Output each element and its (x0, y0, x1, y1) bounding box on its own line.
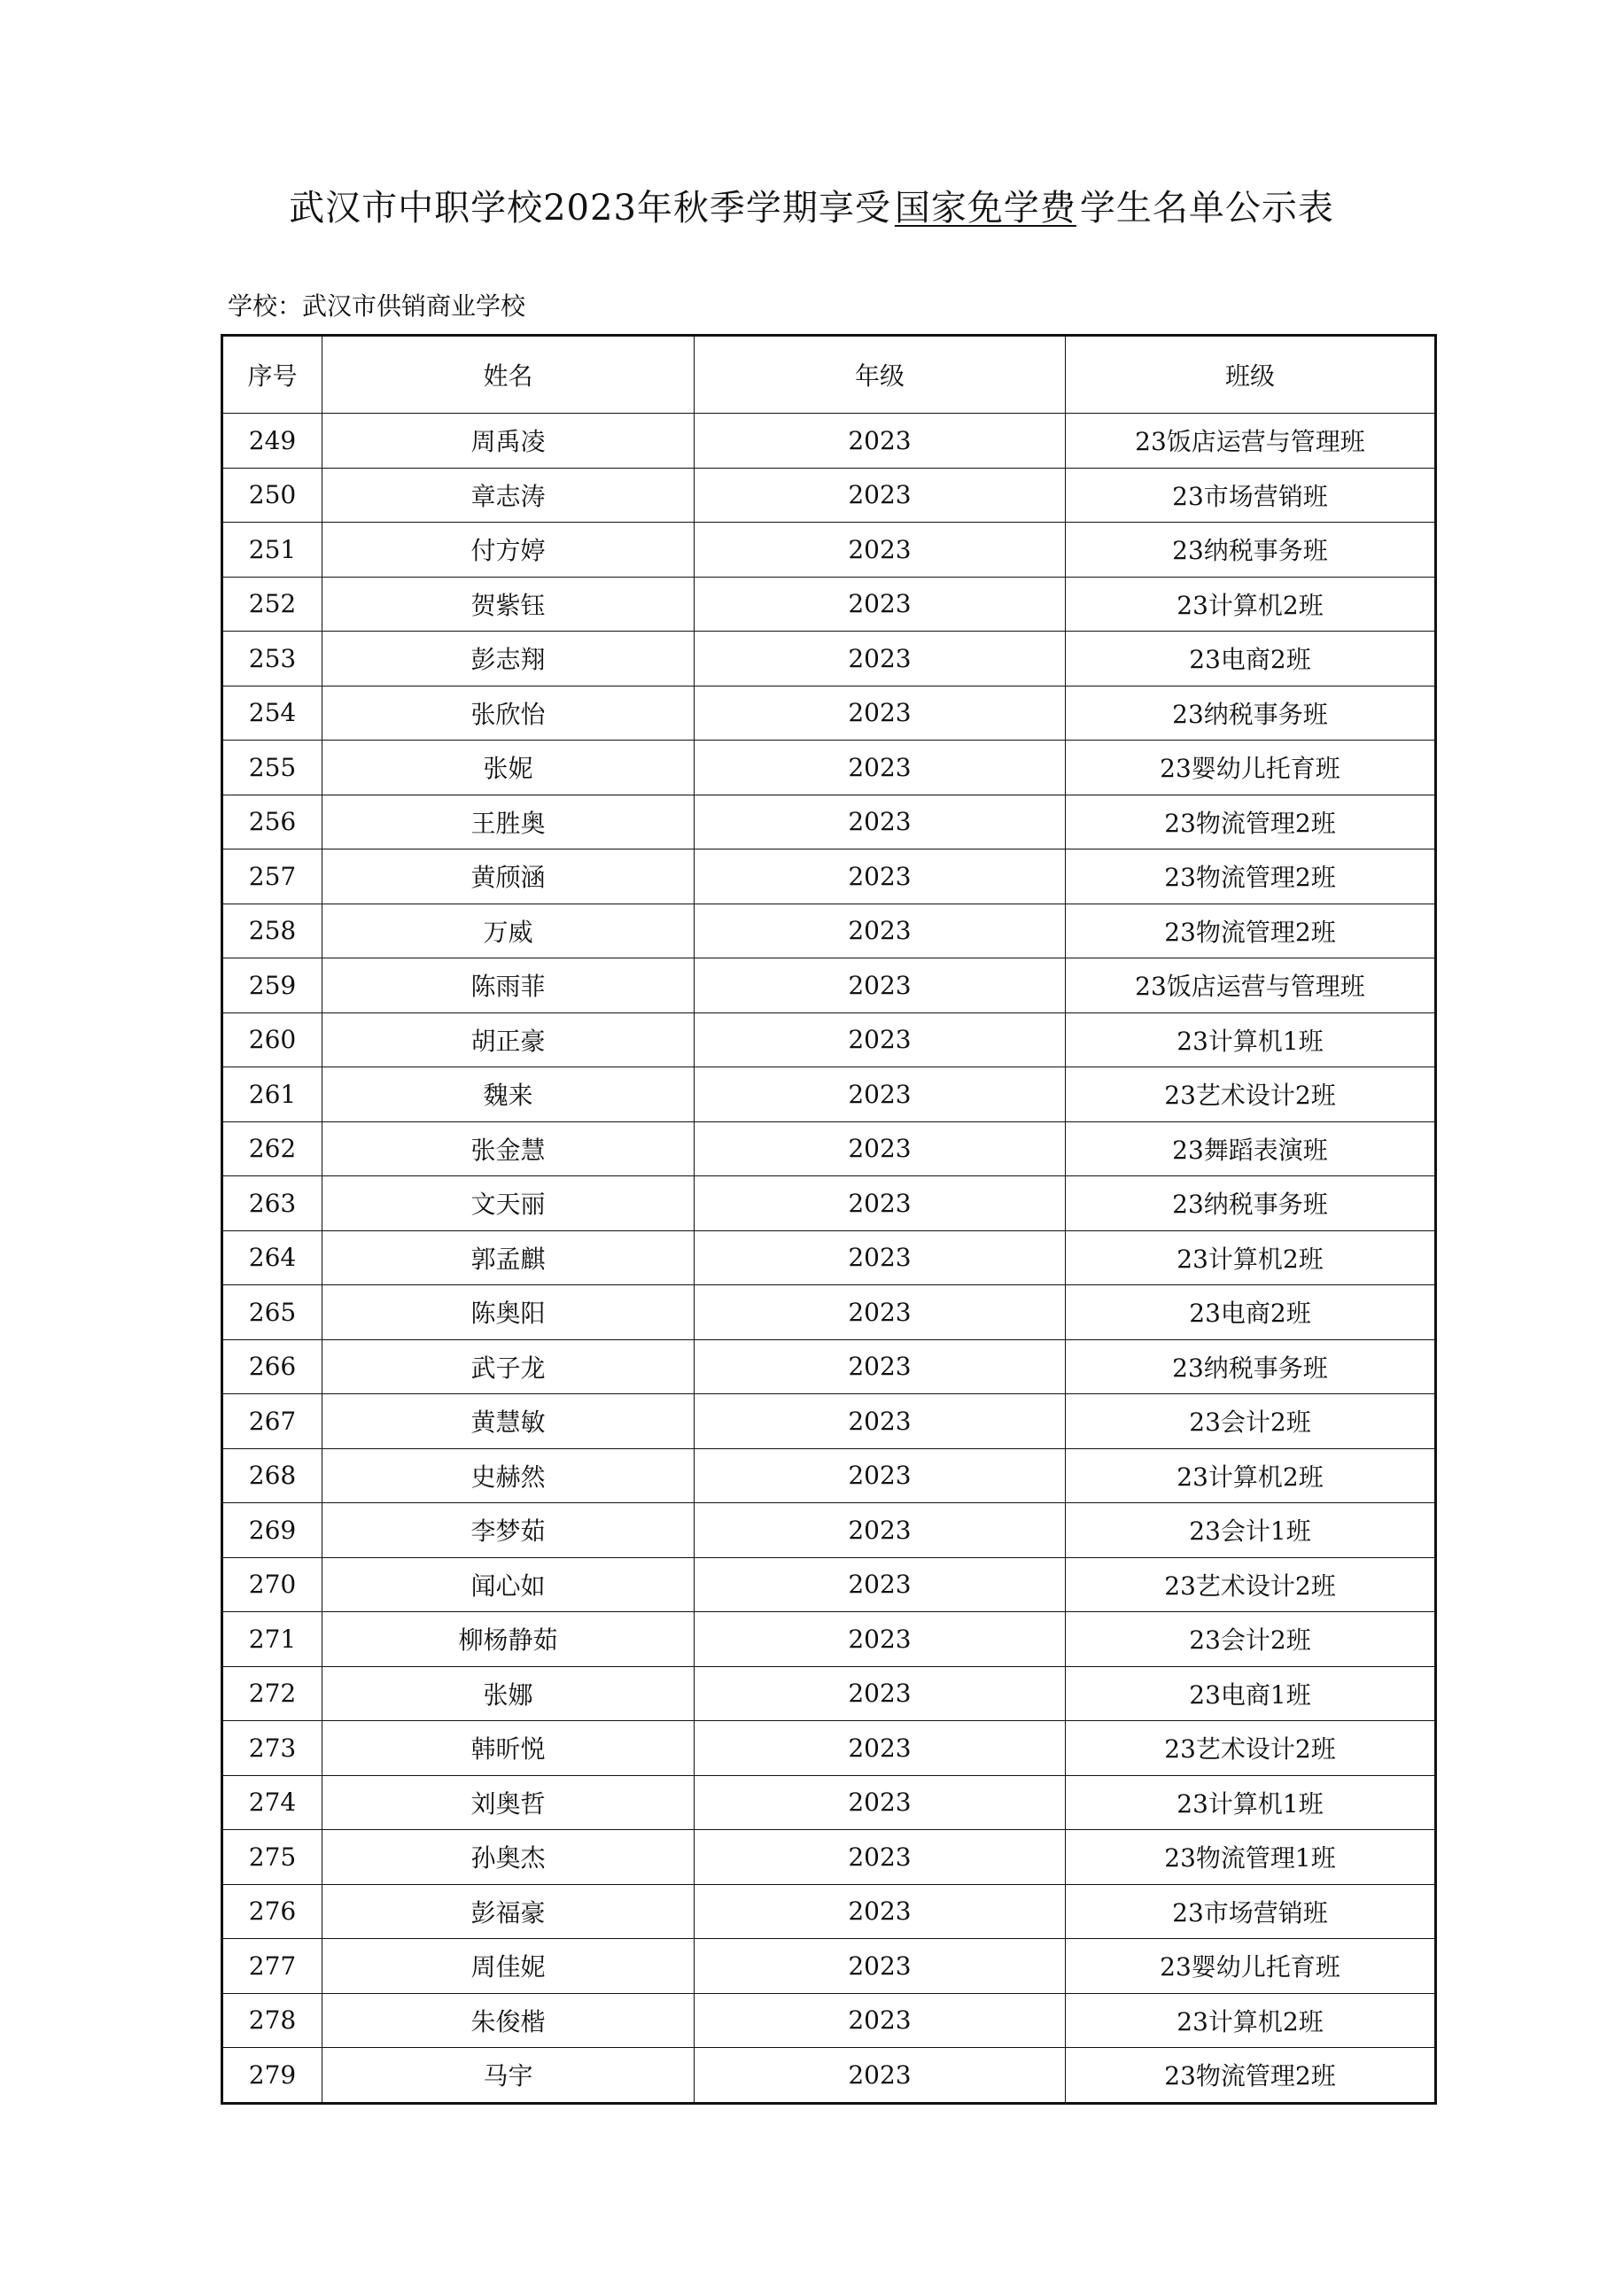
cell-serial-no: 265 (222, 1285, 322, 1340)
cell-class: 23计算机1班 (1066, 1775, 1436, 1830)
cell-grade: 2023 (695, 1121, 1066, 1176)
cell-class: 23物流管理1班 (1066, 1830, 1436, 1885)
cell-serial-no: 277 (222, 1939, 322, 1994)
cell-serial-no: 272 (222, 1666, 322, 1721)
cell-class: 23艺术设计2班 (1066, 1067, 1436, 1122)
cell-class: 23物流管理2班 (1066, 2048, 1436, 2104)
cell-grade: 2023 (695, 1557, 1066, 1612)
table-row (222, 523, 1436, 578)
cell-class: 23会计2班 (1066, 1394, 1436, 1449)
cell-class: 23会计2班 (1066, 1612, 1436, 1667)
cell-name: 史赫然 (322, 1448, 695, 1503)
cell-serial-no: 278 (222, 1993, 322, 2048)
cell-grade: 2023 (695, 1993, 1066, 2048)
cell-name: 张金慧 (322, 1121, 695, 1176)
cell-name: 张娜 (322, 1666, 695, 1721)
table-row (222, 1394, 1436, 1449)
cell-class: 23物流管理2班 (1066, 849, 1436, 904)
cell-class: 23会计1班 (1066, 1503, 1436, 1558)
header-name: 姓名 (322, 336, 695, 414)
table-row (222, 958, 1436, 1013)
cell-class: 23电商2班 (1066, 1285, 1436, 1340)
school-label: 学校： (228, 291, 303, 321)
cell-name: 马宇 (322, 2048, 695, 2104)
cell-serial-no: 259 (222, 958, 322, 1013)
cell-grade: 2023 (695, 904, 1066, 958)
title-prefix: 武汉市中职学校2023年秋季学期享受 (289, 188, 891, 229)
cell-name: 朱俊楷 (322, 1993, 695, 2048)
cell-grade: 2023 (695, 1067, 1066, 1122)
cell-class: 23舞蹈表演班 (1066, 1121, 1436, 1176)
cell-name: 郭孟麒 (322, 1230, 695, 1285)
cell-name: 付方婷 (322, 523, 695, 578)
cell-name: 闻心如 (322, 1557, 695, 1612)
cell-serial-no: 250 (222, 468, 322, 523)
cell-grade: 2023 (695, 1721, 1066, 1776)
table-row (222, 1012, 1436, 1067)
school-name: 武汉市供销商业学校 (302, 291, 526, 321)
table-row (222, 577, 1436, 632)
cell-serial-no: 268 (222, 1448, 322, 1503)
cell-grade: 2023 (695, 1666, 1066, 1721)
table-row (222, 468, 1436, 523)
cell-class: 23市场营销班 (1066, 1884, 1436, 1939)
table-row (222, 1503, 1436, 1558)
cell-class: 23婴幼儿托育班 (1066, 1939, 1436, 1994)
table-row (222, 2048, 1436, 2104)
cell-serial-no: 257 (222, 849, 322, 904)
table-row (222, 1993, 1436, 2048)
cell-serial-no: 270 (222, 1557, 322, 1612)
cell-class: 23饭店运营与管理班 (1066, 958, 1436, 1013)
cell-grade: 2023 (695, 2048, 1066, 2104)
school-line (228, 289, 525, 324)
table-row (222, 904, 1436, 958)
cell-grade: 2023 (695, 795, 1066, 849)
cell-grade: 2023 (695, 1339, 1066, 1394)
cell-class: 23纳税事务班 (1066, 686, 1436, 741)
table-row (222, 795, 1436, 849)
cell-grade: 2023 (695, 741, 1066, 795)
table-row (222, 1121, 1436, 1176)
cell-name: 陈雨菲 (322, 958, 695, 1013)
table-row (222, 1666, 1436, 1721)
cell-grade: 2023 (695, 1775, 1066, 1830)
cell-grade: 2023 (695, 632, 1066, 686)
cell-serial-no: 279 (222, 2048, 322, 2104)
cell-grade: 2023 (695, 1230, 1066, 1285)
cell-name: 万威 (322, 904, 695, 958)
cell-grade: 2023 (695, 958, 1066, 1013)
cell-name: 彭福豪 (322, 1884, 695, 1939)
cell-serial-no: 258 (222, 904, 322, 958)
cell-class: 23纳税事务班 (1066, 1339, 1436, 1394)
cell-serial-no: 254 (222, 686, 322, 741)
cell-class: 23计算机1班 (1066, 1012, 1436, 1067)
cell-name: 柳杨静茹 (322, 1612, 695, 1667)
table-row (222, 1884, 1436, 1939)
title-subsidy-type: 国家免学费 (894, 188, 1076, 229)
cell-grade: 2023 (695, 1285, 1066, 1340)
cell-class: 23艺术设计2班 (1066, 1557, 1436, 1612)
title-suffix: 学生名单公示表 (1079, 188, 1334, 229)
cell-class: 23计算机2班 (1066, 1230, 1436, 1285)
table-row (222, 1830, 1436, 1885)
cell-grade: 2023 (695, 1939, 1066, 1994)
cell-name: 刘奥哲 (322, 1775, 695, 1830)
cell-serial-no: 262 (222, 1121, 322, 1176)
cell-serial-no: 267 (222, 1394, 322, 1449)
cell-grade: 2023 (695, 1394, 1066, 1449)
table-row (222, 414, 1436, 469)
cell-class: 23计算机2班 (1066, 577, 1436, 632)
cell-name: 陈奥阳 (322, 1285, 695, 1340)
cell-grade: 2023 (695, 1612, 1066, 1667)
cell-name: 贺紫钰 (322, 577, 695, 632)
cell-serial-no: 275 (222, 1830, 322, 1885)
cell-serial-no: 249 (222, 414, 322, 469)
header-class: 班级 (1066, 336, 1436, 414)
cell-class: 23市场营销班 (1066, 468, 1436, 523)
cell-serial-no: 274 (222, 1775, 322, 1830)
cell-name: 黄慧敏 (322, 1394, 695, 1449)
cell-grade: 2023 (695, 523, 1066, 578)
cell-class: 23电商1班 (1066, 1666, 1436, 1721)
cell-name: 周佳妮 (322, 1939, 695, 1994)
cell-class: 23纳税事务班 (1066, 523, 1436, 578)
cell-serial-no: 273 (222, 1721, 322, 1776)
table-row (222, 632, 1436, 686)
cell-serial-no: 269 (222, 1503, 322, 1558)
cell-name: 李梦茹 (322, 1503, 695, 1558)
table-row (222, 849, 1436, 904)
cell-name: 章志涛 (322, 468, 695, 523)
cell-class: 23饭店运营与管理班 (1066, 414, 1436, 469)
cell-name: 胡正豪 (322, 1012, 695, 1067)
cell-grade: 2023 (695, 468, 1066, 523)
cell-serial-no: 255 (222, 741, 322, 795)
cell-class: 23婴幼儿托育班 (1066, 741, 1436, 795)
cell-name: 周禹凌 (322, 414, 695, 469)
cell-serial-no: 276 (222, 1884, 322, 1939)
cell-serial-no: 263 (222, 1176, 322, 1231)
cell-name: 韩昕悦 (322, 1721, 695, 1776)
student-list-table (221, 334, 1437, 2105)
header-serial-no: 序号 (222, 336, 322, 414)
cell-serial-no: 253 (222, 632, 322, 686)
cell-grade: 2023 (695, 686, 1066, 741)
cell-name: 魏来 (322, 1067, 695, 1122)
cell-name: 张妮 (322, 741, 695, 795)
cell-grade: 2023 (695, 1884, 1066, 1939)
cell-serial-no: 256 (222, 795, 322, 849)
table-row (222, 1448, 1436, 1503)
cell-name: 彭志翔 (322, 632, 695, 686)
cell-serial-no: 252 (222, 577, 322, 632)
page-title (0, 182, 1623, 235)
header-grade: 年级 (695, 336, 1066, 414)
table-row (222, 1721, 1436, 1776)
cell-name: 武子龙 (322, 1339, 695, 1394)
cell-class: 23纳税事务班 (1066, 1176, 1436, 1231)
cell-class: 23艺术设计2班 (1066, 1721, 1436, 1776)
table-row (222, 1612, 1436, 1667)
cell-class: 23物流管理2班 (1066, 795, 1436, 849)
table-row (222, 1339, 1436, 1394)
cell-grade: 2023 (695, 1503, 1066, 1558)
cell-grade: 2023 (695, 577, 1066, 632)
cell-grade: 2023 (695, 1176, 1066, 1231)
table-row (222, 1230, 1436, 1285)
cell-serial-no: 266 (222, 1339, 322, 1394)
table-row (222, 1557, 1436, 1612)
table-row (222, 1939, 1436, 1994)
cell-serial-no: 271 (222, 1612, 322, 1667)
table-row (222, 1775, 1436, 1830)
cell-serial-no: 264 (222, 1230, 322, 1285)
cell-class: 23电商2班 (1066, 632, 1436, 686)
cell-serial-no: 260 (222, 1012, 322, 1067)
cell-name: 王胜奥 (322, 795, 695, 849)
cell-name: 黄颀涵 (322, 849, 695, 904)
cell-name: 张欣怡 (322, 686, 695, 741)
table-row (222, 1067, 1436, 1122)
table-row (222, 1285, 1436, 1340)
table-row (222, 686, 1436, 741)
cell-grade: 2023 (695, 414, 1066, 469)
cell-serial-no: 251 (222, 523, 322, 578)
cell-name: 文天丽 (322, 1176, 695, 1231)
cell-grade: 2023 (695, 1830, 1066, 1885)
cell-grade: 2023 (695, 849, 1066, 904)
cell-name: 孙奥杰 (322, 1830, 695, 1885)
cell-grade: 2023 (695, 1448, 1066, 1503)
cell-class: 23物流管理2班 (1066, 904, 1436, 958)
cell-serial-no: 261 (222, 1067, 322, 1122)
cell-class: 23计算机2班 (1066, 1448, 1436, 1503)
cell-class: 23计算机2班 (1066, 1993, 1436, 2048)
cell-grade: 2023 (695, 1012, 1066, 1067)
table-row (222, 741, 1436, 795)
table-row (222, 1176, 1436, 1231)
table-header-row (222, 336, 1436, 414)
